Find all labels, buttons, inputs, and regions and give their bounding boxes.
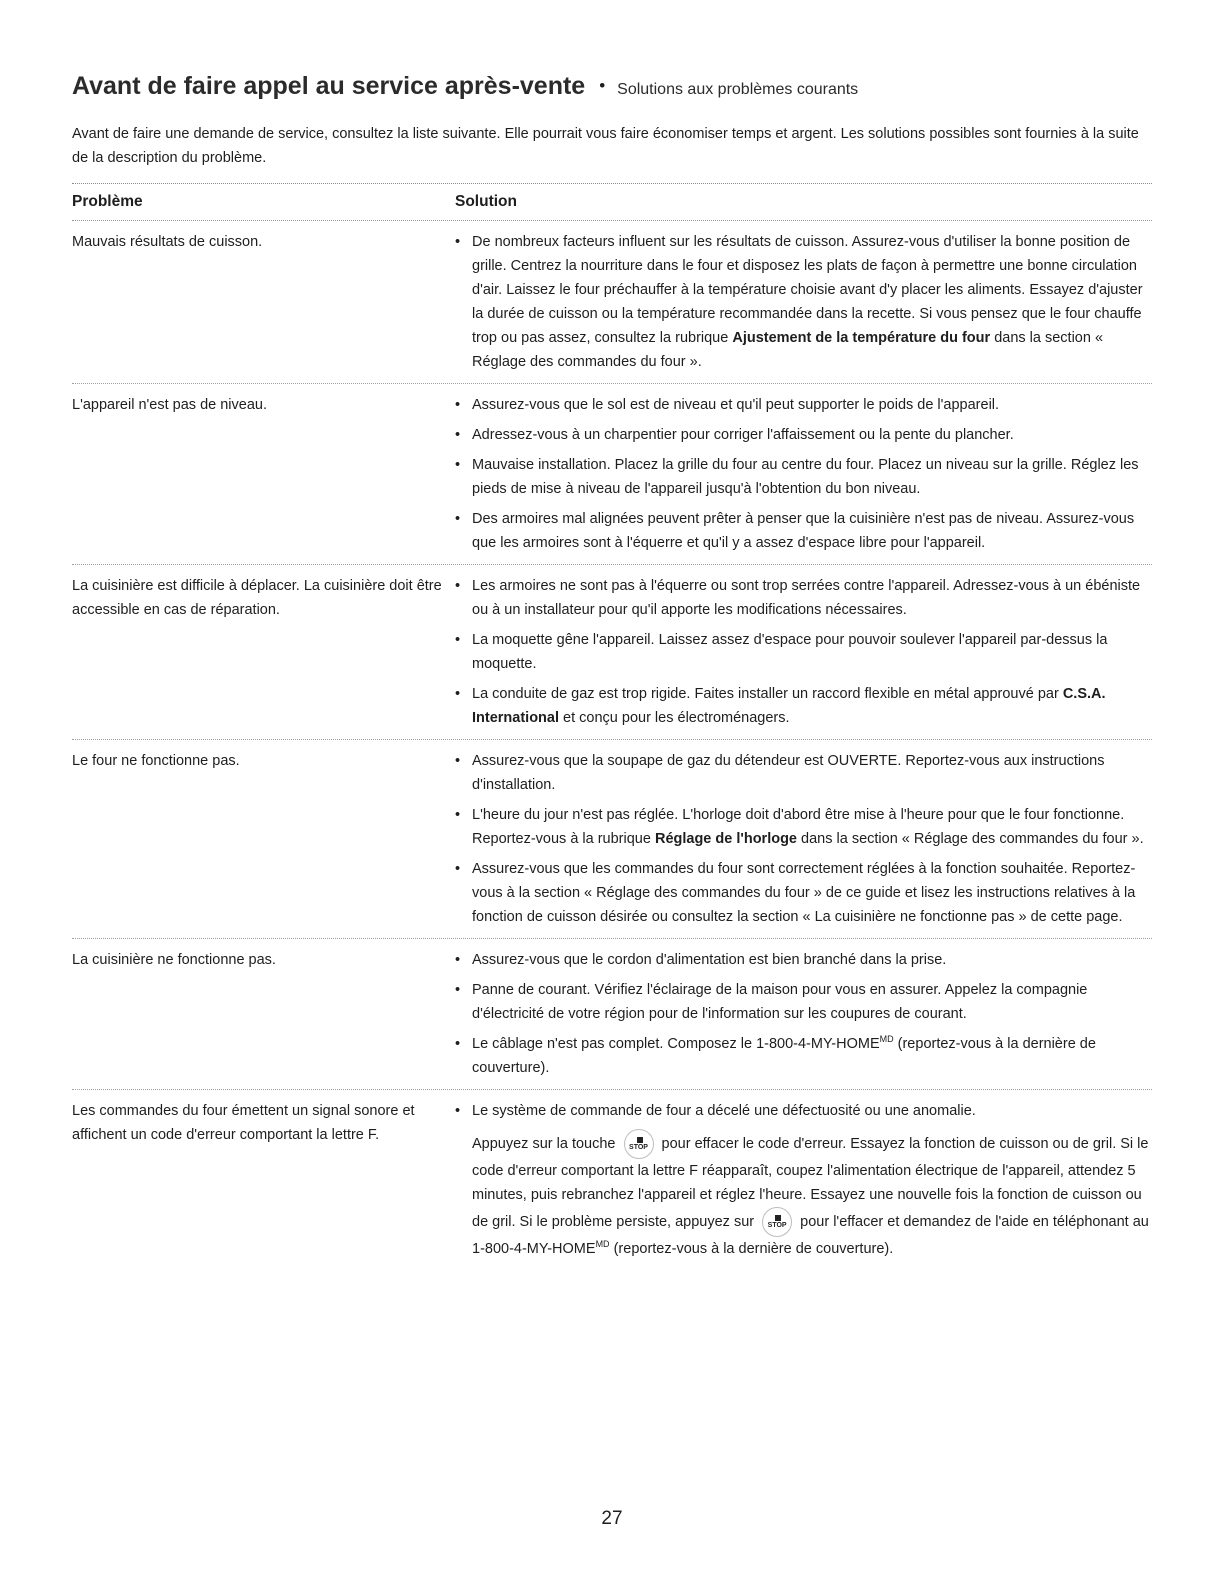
table-row <box>72 740 1152 939</box>
solution-item: • Des armoires mal alignées peuvent prêter à penser que la cuisinière n'est pas de niveau. Assurez-vous que les armoires sont à l'équerre et qu'il y a assez d'espace libre pour l'appareil. <box>455 507 1152 555</box>
solution-text: De nombreux facteurs influent sur les résultats de cuisson. Assurez-vous d'utiliser la bonne position de grille. Centrez la nourriture dans le four et disposez les plats de façon à permettre une bonne circulation d'air. Laissez le four préchauffer à la température choisie avant d'y placer les aliments. Essayez d'ajuster la durée de cuisson ou la température recommandée dans la recette. Si vous pensez que le four chauffe trop ou pas assez, consultez la rubrique <box>472 234 1143 346</box>
solution-item: • Le système de commande de four a décelé une défectuosité ou une anomalie. <box>455 1099 1152 1123</box>
solution-text: Le câblage n'est pas complet. Composez le 1-800-4-MY-HOME <box>472 1036 880 1052</box>
problem-cell: Mauvais résultats de cuisson. <box>72 234 263 250</box>
troubleshooting-table <box>72 183 1152 1270</box>
table-header <box>72 184 1152 221</box>
table-row <box>72 565 1152 740</box>
solution-emphasis: Ajustement de la température du four <box>732 330 991 346</box>
problem-cell: Le four ne fonctionne pas. <box>72 753 240 769</box>
solution-emphasis: Réglage de l'horloge <box>654 831 797 847</box>
table-row <box>72 221 1152 384</box>
page-number: 27 <box>601 1508 623 1529</box>
solution-text: et conçu pour les électroménagers. <box>559 710 790 726</box>
solution-cell <box>455 574 1152 736</box>
solution-item <box>455 682 1152 730</box>
solution-item: • Mauvaise installation. Placez la grille du four au centre du four. Placez un niveau sur la grille. Réglez les pieds de mise à niveau de l'appareil jusqu'à l'obtention du bon niveau. <box>455 453 1152 501</box>
table-row <box>72 384 1152 565</box>
solution-emphasis: C.S.A. International <box>472 686 1106 726</box>
stop-key-label: STOP <box>629 1144 648 1151</box>
title-bullet: • <box>599 76 606 95</box>
solution-item: • Panne de courant. Vérifiez l'éclairage de la maison pour vous en assurer. Appelez la compagnie d'électricité de votre région pour de l'information sur les coupures de courant. <box>455 978 1152 1026</box>
stop-key-icon <box>762 1207 792 1237</box>
problem-cell: Les commandes du four émettent un signal sonore et affichent un code d'erreur comportant la lettre F. <box>72 1103 415 1143</box>
solution-text: pour l'effacer et demandez de l'aide en téléphonant au 1-800-4-MY-HOME <box>472 1213 1149 1257</box>
solution-item: • Adressez-vous à un charpentier pour corriger l'affaissement ou la pente du plancher. <box>455 423 1152 447</box>
page-subtitle: Solutions aux problèmes courants <box>617 81 859 98</box>
solution-cell <box>455 948 1152 1086</box>
column-header-solution: Solution <box>455 193 517 210</box>
stop-key-icon <box>624 1129 654 1159</box>
solution-cell <box>455 1099 1152 1267</box>
solution-text: Appuyez sur la touche <box>472 1135 616 1152</box>
solution-item: • Assurez-vous que le sol est de niveau et qu'il peut supporter le poids de l'appareil. <box>455 393 1152 417</box>
solution-text: (reportez-vous à la dernière de couverture). <box>609 1241 894 1257</box>
solution-cell <box>455 393 1152 561</box>
solution-text: (reportez-vous à la dernière de couverture). <box>472 1036 1096 1076</box>
table-row <box>72 939 1152 1090</box>
intro-paragraph: Avant de faire une demande de service, consultez la liste suivante. Elle pourrait vous faire économiser temps et argent. Les solutions possibles sont fournies à la suite de la description du problème. <box>72 126 1139 166</box>
problem-cell: La cuisinière ne fonctionne pas. <box>72 952 276 968</box>
stop-square <box>775 1215 781 1221</box>
stop-key-label: STOP <box>767 1222 787 1229</box>
solution-text: dans la section « Réglage des commandes du four ». <box>797 831 1144 847</box>
solution-item: • La moquette gêne l'appareil. Laissez assez d'espace pour pouvoir soulever l'appareil par-dessus la moquette. <box>455 628 1152 676</box>
solution-item: • Assurez-vous que les commandes du four sont correctement réglées à la fonction souhaitée. Reportez-vous à la section « Réglage des commandes du four » de ce guide et lisez les instructions relatives à la fonction de cuisson désirée ou consultez la section « La cuisinière ne fonctionne pas » de cette page. <box>455 857 1152 929</box>
column-header-problem: Problème <box>72 193 143 210</box>
solution-text: pour effacer le code d'erreur. Essayez la fonction de cuisson ou de gril. Si le code d'erreur comportant la lettre F réapparaît, coupez l'alimentation électrique de l'appareil, attendez 5 minutes, puis rebranchez l'appareil et réglez l'heure. Essayez une nouvelle fois la fonction de cuisson ou de gril. Si le problème persiste, appuyez sur <box>472 1135 1149 1230</box>
problem-cell: L'appareil n'est pas de niveau. <box>72 397 267 413</box>
solution-item: • Assurez-vous que la soupape de gaz du détendeur est OUVERTE. Reportez-vous aux instructions d'installation. <box>455 749 1152 797</box>
solution-text: dans la section « Réglage des commandes du four ». <box>472 330 1104 370</box>
table-row <box>72 1090 1152 1270</box>
solution-item <box>455 1032 1152 1080</box>
stop-square <box>637 1137 643 1143</box>
solution-item <box>455 230 1152 374</box>
page-heading <box>72 72 858 101</box>
solution-text: L'heure du jour n'est pas réglée. L'horloge doit d'abord être mise à l'heure pour que le four fonctionne. Reportez-vous à la rubrique <box>472 807 1125 847</box>
page-title: Avant de faire appel au service après-vente <box>72 72 586 100</box>
solution-paragraph <box>455 1129 1152 1261</box>
trademark-superscript: MD <box>879 1034 894 1045</box>
solution-text: La conduite de gaz est trop rigide. Faites installer un raccord flexible en métal approuvé par <box>472 686 1063 702</box>
solution-item <box>455 803 1152 851</box>
solution-cell <box>455 230 1152 380</box>
problem-cell: La cuisinière est difficile à déplacer. La cuisinière doit être accessible en cas de réparation. <box>72 578 442 618</box>
solution-cell <box>455 749 1152 935</box>
solution-item: • Les armoires ne sont pas à l'équerre ou sont trop serrées contre l'appareil. Adressez-vous à un ébéniste ou à un installateur pour qu'il apporte les modifications nécessaires. <box>455 574 1152 622</box>
solution-item: • Assurez-vous que le cordon d'alimentation est bien branché dans la prise. <box>455 948 1152 972</box>
trademark-superscript: MD <box>595 1239 610 1250</box>
